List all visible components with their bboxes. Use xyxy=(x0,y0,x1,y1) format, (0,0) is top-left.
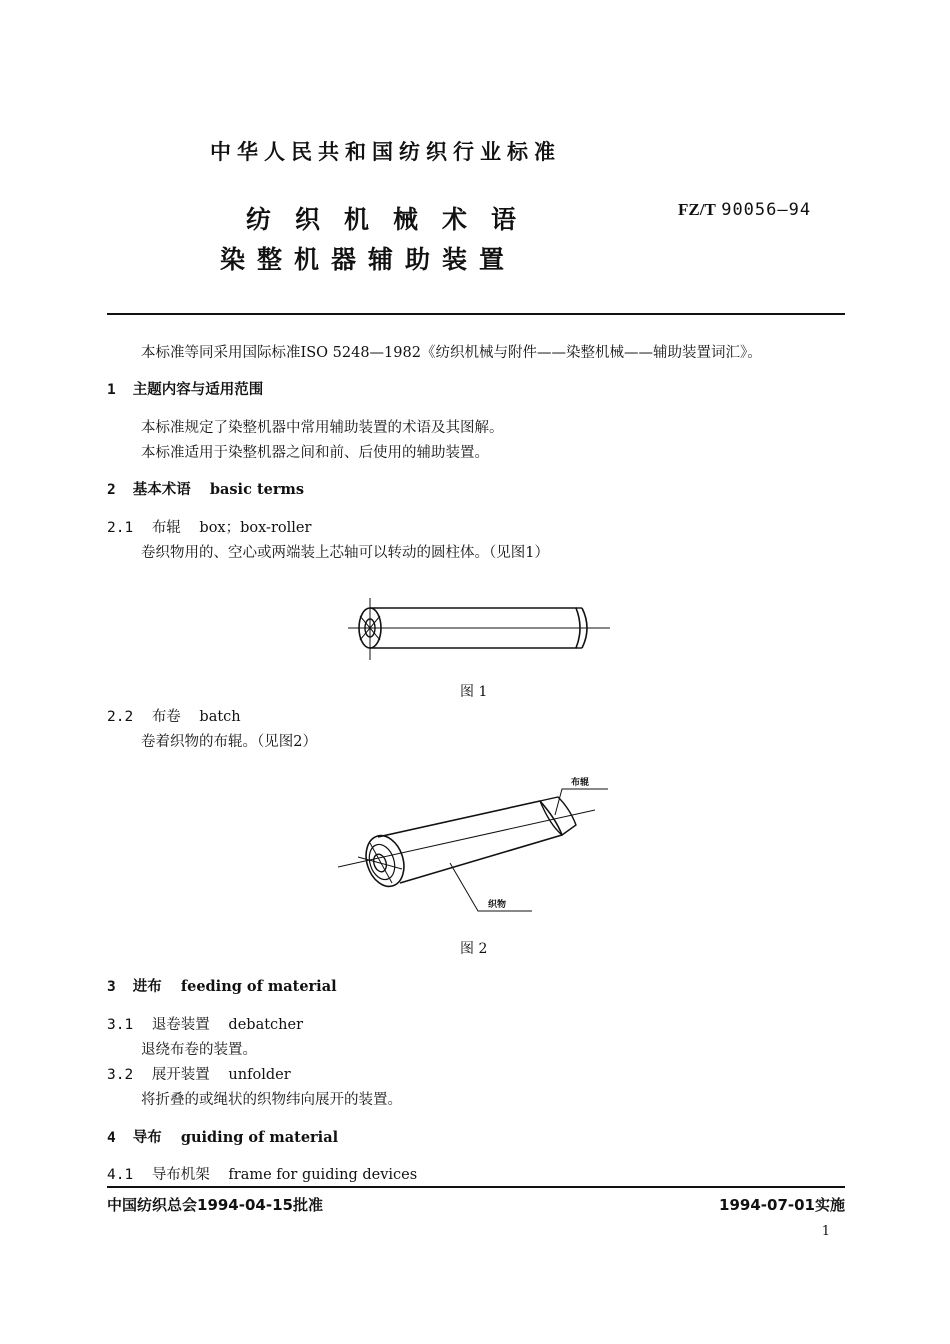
section-title: 进布 xyxy=(132,979,162,995)
figure-2-label-fabric: 织物 xyxy=(488,900,507,910)
term-2-2 xyxy=(107,705,241,726)
section-3-heading xyxy=(107,975,337,996)
figure-2-batch xyxy=(330,765,630,925)
standard-code xyxy=(678,200,811,220)
figure-2-caption: 图 2 xyxy=(460,941,488,957)
center-axis-line xyxy=(338,810,595,867)
page-number: 1 xyxy=(821,1224,830,1239)
figure-2-label-roller: 布辊 xyxy=(571,778,590,788)
term-zh: 布卷 xyxy=(151,709,181,725)
term-3-1-definition: 退绕布卷的装置。 xyxy=(141,1042,257,1058)
section-4-heading xyxy=(107,1126,338,1147)
term-number: 2.2 xyxy=(107,709,134,725)
term-number: 2.1 xyxy=(107,520,134,536)
section-title-en: guiding of material xyxy=(180,1129,339,1146)
term-en: batch xyxy=(199,709,241,725)
term-number: 3.1 xyxy=(107,1017,134,1033)
fabric-wrap xyxy=(378,801,562,883)
section-1-heading xyxy=(107,378,263,399)
term-zh: 展开装置 xyxy=(151,1067,210,1083)
term-2-2-definition: 卷着织物的布辊。（见图2） xyxy=(141,734,317,750)
section-title-en: basic terms xyxy=(209,481,305,498)
section-number: 3 xyxy=(107,979,116,995)
section-number: 4 xyxy=(107,1130,116,1146)
header-rule xyxy=(107,313,845,315)
term-2-1-definition: 卷织物用的、空心或两端装上芯轴可以转动的圆柱体。（见图1） xyxy=(141,545,549,561)
section-1-paragraph-2: 本标准适用于染整机器之间和前、后使用的辅助装置。 xyxy=(141,445,489,461)
term-3-1 xyxy=(107,1013,303,1034)
section-title: 主题内容与适用范围 xyxy=(132,382,264,398)
term-number: 4.1 xyxy=(107,1167,134,1183)
section-number: 1 xyxy=(107,382,116,398)
section-title-en: feeding of material xyxy=(180,978,337,995)
figure-1-box-roller xyxy=(330,590,630,670)
section-title: 导布 xyxy=(132,1130,162,1146)
term-en: box；box-roller xyxy=(199,520,312,536)
standard-title-line1: 纺织机械术语 xyxy=(246,205,541,234)
term-3-2-definition: 将折叠的或绳状的织物纬向展开的装置。 xyxy=(141,1092,402,1108)
figure-1-caption: 图 1 xyxy=(460,684,488,700)
standard-title-line2: 染整机器辅助装置 xyxy=(220,245,517,274)
issuing-organization: 中华人民共和国纺织行业标准 xyxy=(210,140,561,164)
term-en: debatcher xyxy=(228,1017,304,1033)
term-3-2 xyxy=(107,1063,291,1084)
term-en: frame for guiding devices xyxy=(228,1167,418,1183)
footer-rule xyxy=(107,1186,845,1188)
term-en: unfolder xyxy=(228,1067,291,1083)
term-4-1 xyxy=(107,1163,417,1184)
term-2-1 xyxy=(107,516,311,537)
standard-code-prefix: FZ/T xyxy=(678,200,716,219)
term-number: 3.2 xyxy=(107,1067,134,1083)
implementation-date: 1994-07-01实施 xyxy=(719,1196,845,1214)
section-title: 基本术语 xyxy=(132,482,191,498)
preface: 本标准等同采用国际标准ISO 5248—1982《纺织机械与附件——染整机械——辅助装置词汇》。 xyxy=(141,345,762,361)
term-zh: 退卷装置 xyxy=(151,1017,210,1033)
section-2-heading xyxy=(107,478,304,499)
term-zh: 导布机架 xyxy=(151,1167,210,1183)
standard-code-number: 90056—94 xyxy=(721,200,812,220)
approval-date: 中国纺织总会1994-04-15批准 xyxy=(107,1196,323,1214)
section-1-paragraph-1: 本标准规定了染整机器中常用辅助装置的术语及其图解。 xyxy=(141,420,504,436)
section-number: 2 xyxy=(107,482,116,498)
term-zh: 布辊 xyxy=(151,520,181,536)
